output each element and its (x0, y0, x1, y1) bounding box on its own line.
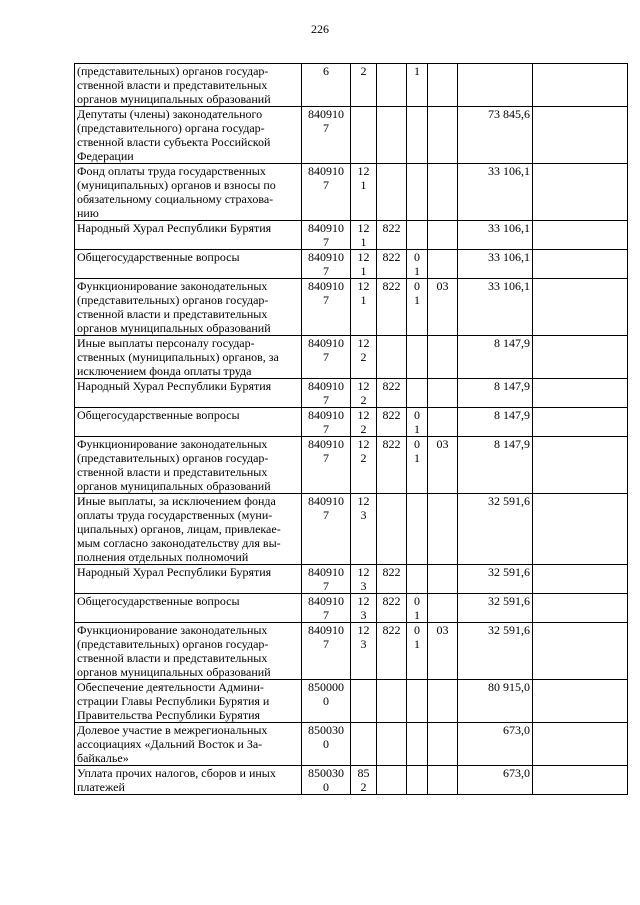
row-name-cell: Долевое участие в межрегиональных ассоциациях «Дальний Восток и За- байкалье» (75, 723, 302, 766)
row-rz-cell: 1 (407, 64, 428, 107)
row-csr-cell: 840910 7 (302, 221, 351, 250)
row-rz-cell (407, 680, 428, 723)
row-vr-cell: 12 2 (351, 379, 377, 408)
row-sum-cell: 673,0 (458, 723, 533, 766)
row-csr-cell: 840910 7 (302, 336, 351, 379)
row-csr-cell: 850000 0 (302, 680, 351, 723)
row-rz-cell (407, 565, 428, 594)
row-vr-cell: 12 3 (351, 494, 377, 565)
row-grbs-cell (377, 107, 407, 164)
table-row (75, 336, 628, 379)
table-row (75, 494, 628, 565)
row-csr-cell: 840910 7 (302, 379, 351, 408)
row-empty-cell (533, 336, 628, 379)
row-vr-cell: 12 3 (351, 623, 377, 680)
row-grbs-cell (377, 336, 407, 379)
row-pr-cell (428, 379, 458, 408)
row-grbs-cell: 822 (377, 594, 407, 623)
table-row (75, 408, 628, 437)
row-pr-cell (428, 766, 458, 795)
row-pr-cell (428, 680, 458, 723)
budget-table (74, 63, 628, 795)
row-grbs-cell: 822 (377, 408, 407, 437)
row-vr-cell: 12 2 (351, 437, 377, 494)
row-rz-cell (407, 107, 428, 164)
table-row (75, 437, 628, 494)
row-pr-cell (428, 164, 458, 221)
row-vr-cell (351, 680, 377, 723)
row-sum-cell: 33 106,1 (458, 250, 533, 279)
row-rz-cell (407, 766, 428, 795)
row-grbs-cell: 822 (377, 250, 407, 279)
row-grbs-cell: 822 (377, 623, 407, 680)
row-rz-cell (407, 164, 428, 221)
row-pr-cell (428, 64, 458, 107)
row-vr-cell: 12 3 (351, 594, 377, 623)
row-sum-cell: 32 591,6 (458, 594, 533, 623)
row-sum-cell: 673,0 (458, 766, 533, 795)
row-csr-cell: 6 (302, 64, 351, 107)
row-rz-cell (407, 221, 428, 250)
row-csr-cell: 840910 7 (302, 279, 351, 336)
table-row (75, 623, 628, 680)
row-sum-cell: 33 106,1 (458, 279, 533, 336)
row-vr-cell: 2 (351, 64, 377, 107)
table-row (75, 221, 628, 250)
row-name-cell: Обеспечение деятельности Админи- страции Главы Республики Бурятия и Правительства Республики Бурятия (75, 680, 302, 723)
row-name-cell: Иные выплаты персоналу государ- ственных (муниципальных) органов, за исключением фонда оплаты труда (75, 336, 302, 379)
row-pr-cell (428, 408, 458, 437)
row-name-cell: Народный Хурал Республики Бурятия (75, 379, 302, 408)
row-grbs-cell: 822 (377, 379, 407, 408)
row-empty-cell (533, 594, 628, 623)
table-row (75, 680, 628, 723)
row-empty-cell (533, 623, 628, 680)
row-sum-cell: 8 147,9 (458, 336, 533, 379)
row-empty-cell (533, 221, 628, 250)
row-name-cell: Уплата прочих налогов, сборов и иных платежей (75, 766, 302, 795)
table-row (75, 565, 628, 594)
table-row (75, 723, 628, 766)
row-rz-cell (407, 494, 428, 565)
row-pr-cell: 03 (428, 437, 458, 494)
row-vr-cell: 12 2 (351, 336, 377, 379)
row-csr-cell: 840910 7 (302, 250, 351, 279)
row-vr-cell: 12 1 (351, 279, 377, 336)
row-empty-cell (533, 164, 628, 221)
row-pr-cell (428, 494, 458, 565)
row-sum-cell: 8 147,9 (458, 408, 533, 437)
row-empty-cell (533, 64, 628, 107)
table-row (75, 107, 628, 164)
table-row (75, 164, 628, 221)
row-name-cell: Функционирование законодательных (представительных) органов государ- ственной власти и представительных органов муниципальных образований (75, 279, 302, 336)
row-empty-cell (533, 680, 628, 723)
row-grbs-cell: 822 (377, 279, 407, 336)
budget-table-body (75, 64, 628, 795)
row-empty-cell (533, 279, 628, 336)
row-grbs-cell (377, 723, 407, 766)
row-csr-cell: 840910 7 (302, 408, 351, 437)
row-vr-cell (351, 723, 377, 766)
row-sum-cell: 8 147,9 (458, 437, 533, 494)
row-vr-cell: 12 1 (351, 250, 377, 279)
row-grbs-cell (377, 494, 407, 565)
row-name-cell: Иные выплаты, за исключением фонда оплаты труда государственных (муни- ципальных) органов, лицам, привлекае- мым согласно законодательству для вы- полнения отдельных полномочий (75, 494, 302, 565)
row-empty-cell (533, 494, 628, 565)
row-rz-cell: 0 1 (407, 250, 428, 279)
row-name-cell: Народный Хурал Республики Бурятия (75, 565, 302, 594)
row-sum-cell: 32 591,6 (458, 623, 533, 680)
row-pr-cell (428, 336, 458, 379)
row-grbs-cell: 822 (377, 565, 407, 594)
row-empty-cell (533, 437, 628, 494)
row-csr-cell: 840910 7 (302, 623, 351, 680)
row-sum-cell: 33 106,1 (458, 221, 533, 250)
row-name-cell: Депутаты (члены) законодательного (представительного) органа государ- ственной власти субъекта Российской Федерации (75, 107, 302, 164)
row-csr-cell: 840910 7 (302, 107, 351, 164)
table-row (75, 64, 628, 107)
row-grbs-cell: 822 (377, 437, 407, 494)
row-pr-cell (428, 594, 458, 623)
row-pr-cell (428, 107, 458, 164)
row-sum-cell: 33 106,1 (458, 164, 533, 221)
row-name-cell: Народный Хурал Республики Бурятия (75, 221, 302, 250)
row-pr-cell: 03 (428, 623, 458, 680)
row-sum-cell: 80 915,0 (458, 680, 533, 723)
row-pr-cell: 03 (428, 279, 458, 336)
row-empty-cell (533, 379, 628, 408)
row-grbs-cell (377, 164, 407, 221)
row-rz-cell: 0 1 (407, 437, 428, 494)
row-sum-cell: 32 591,6 (458, 565, 533, 594)
row-empty-cell (533, 107, 628, 164)
row-rz-cell: 0 1 (407, 594, 428, 623)
row-empty-cell (533, 723, 628, 766)
row-vr-cell: 12 1 (351, 221, 377, 250)
row-csr-cell: 840910 7 (302, 565, 351, 594)
row-grbs-cell (377, 64, 407, 107)
row-csr-cell: 840910 7 (302, 594, 351, 623)
table-row (75, 250, 628, 279)
row-empty-cell (533, 408, 628, 437)
row-rz-cell: 0 1 (407, 279, 428, 336)
row-csr-cell: 840910 7 (302, 164, 351, 221)
row-name-cell: Общегосударственные вопросы (75, 408, 302, 437)
table-row (75, 379, 628, 408)
row-sum-cell: 73 845,6 (458, 107, 533, 164)
page-number: 226 (311, 22, 329, 36)
row-csr-cell: 840910 7 (302, 494, 351, 565)
row-vr-cell: 12 3 (351, 565, 377, 594)
row-rz-cell (407, 723, 428, 766)
row-name-cell: Функционирование законодательных (представительных) органов государ- ственной власти и представительных органов муниципальных образований (75, 623, 302, 680)
row-empty-cell (533, 766, 628, 795)
row-csr-cell: 840910 7 (302, 437, 351, 494)
table-row (75, 594, 628, 623)
row-grbs-cell (377, 766, 407, 795)
row-vr-cell: 12 1 (351, 164, 377, 221)
row-pr-cell (428, 250, 458, 279)
row-name-cell: Функционирование законодательных (представительных) органов государ- ственной власти и представительных органов муниципальных образований (75, 437, 302, 494)
row-sum-cell (458, 64, 533, 107)
row-csr-cell: 850030 0 (302, 723, 351, 766)
row-vr-cell: 85 2 (351, 766, 377, 795)
row-grbs-cell (377, 680, 407, 723)
row-rz-cell (407, 336, 428, 379)
row-sum-cell: 32 591,6 (458, 494, 533, 565)
table-row (75, 279, 628, 336)
row-rz-cell: 0 1 (407, 623, 428, 680)
row-pr-cell (428, 221, 458, 250)
row-name-cell: Общегосударственные вопросы (75, 250, 302, 279)
row-rz-cell (407, 379, 428, 408)
row-sum-cell: 8 147,9 (458, 379, 533, 408)
row-vr-cell (351, 107, 377, 164)
row-name-cell: Общегосударственные вопросы (75, 594, 302, 623)
row-pr-cell (428, 723, 458, 766)
row-rz-cell: 0 1 (407, 408, 428, 437)
row-empty-cell (533, 250, 628, 279)
row-name-cell: Фонд оплаты труда государственных (муниципальных) органов и взносы по обязательному социальному страхова- нию (75, 164, 302, 221)
row-empty-cell (533, 565, 628, 594)
row-vr-cell: 12 2 (351, 408, 377, 437)
row-name-cell: (представительных) органов государ- ственной власти и представительных органов муниципальных образований (75, 64, 302, 107)
row-csr-cell: 850030 0 (302, 766, 351, 795)
table-row (75, 766, 628, 795)
row-pr-cell (428, 565, 458, 594)
row-grbs-cell: 822 (377, 221, 407, 250)
